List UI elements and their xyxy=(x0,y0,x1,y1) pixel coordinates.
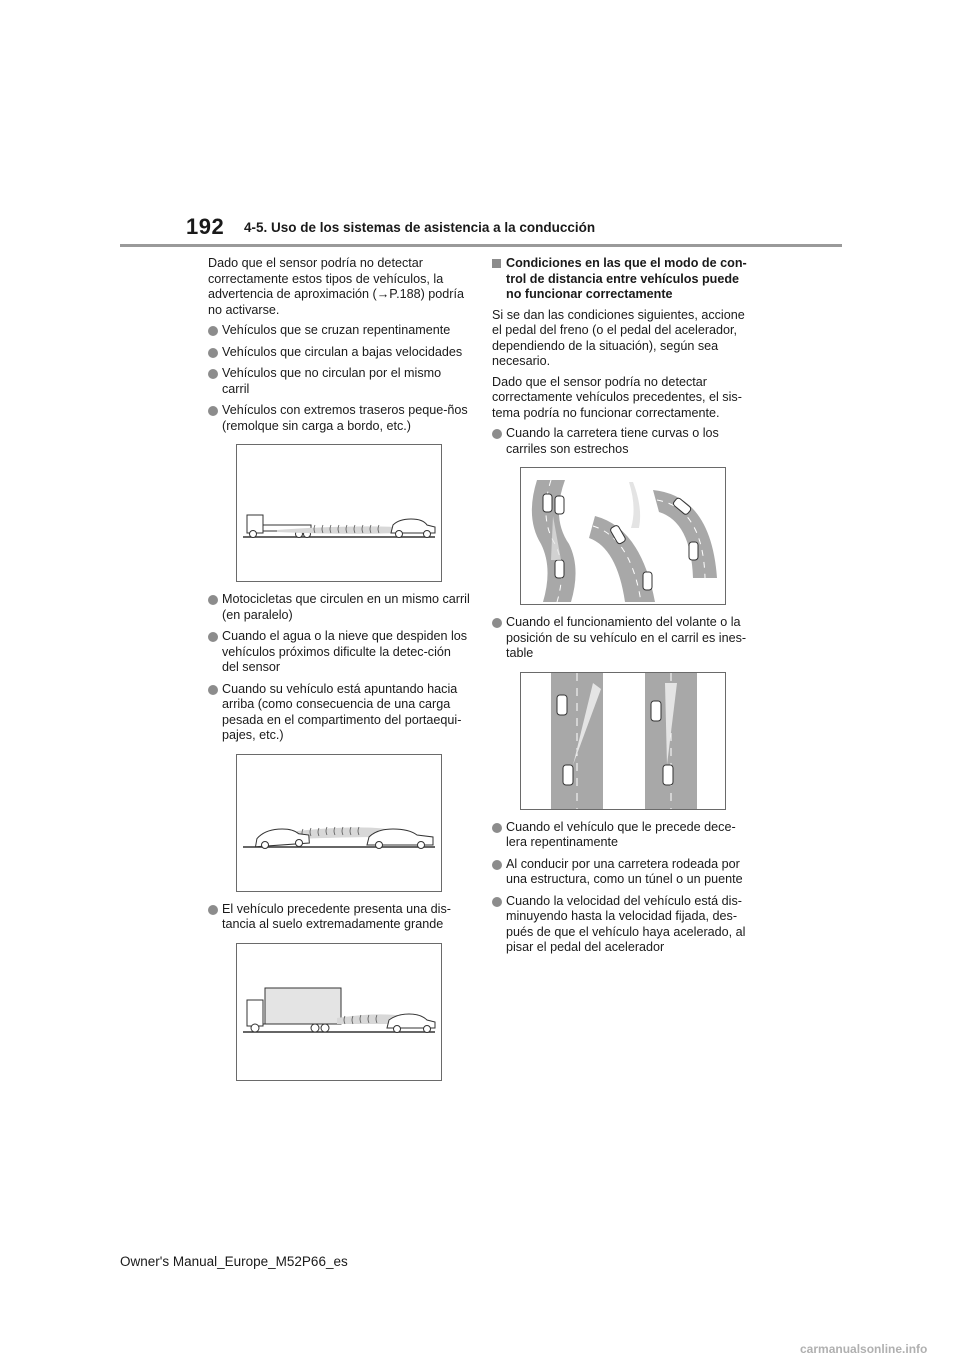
bullet-icon xyxy=(492,860,502,870)
bullet-icon xyxy=(208,632,218,642)
list-item: Cuando la velocidad del vehículo está dis-minuyendo hasta la velocidad fijada, des-pués de que el vehículo haya acelerado, al pisar el pedal del acelerador xyxy=(492,894,756,956)
list-item: Cuando el vehículo que le precede dece-lera repentinamente xyxy=(492,820,756,851)
bullet-icon xyxy=(208,326,218,336)
list-item: Cuando la carretera tiene curvas o los carriles son estrechos xyxy=(492,426,756,457)
list-item: Motocicletas que circulen en un mismo carril (en paralelo) xyxy=(208,592,470,623)
bullet-icon xyxy=(208,595,218,605)
list-item: Cuando el funcionamiento del volante o la posición de su vehículo en el carril es ines-table xyxy=(492,615,756,662)
header-divider xyxy=(120,244,842,247)
list-item: Vehículos que no circulan por el mismo carril xyxy=(208,366,470,397)
bullet-icon xyxy=(492,897,502,907)
right-column xyxy=(492,256,756,962)
bullet-icon xyxy=(208,685,218,695)
list-item: Vehículos con extremos traseros peque-ños (remolque sin carga a bordo, etc.) xyxy=(208,403,470,434)
bullet-icon xyxy=(492,823,502,833)
bullet-icon xyxy=(208,348,218,358)
paragraph: Si se dan las condiciones siguientes, accione el pedal del freno (o el pedal del acelerador, dependiendo de la situación), según sea necesario. xyxy=(492,307,745,368)
watermark-text: carmanualsonline.info xyxy=(800,1342,928,1356)
vehicle-pointing-up-illustration xyxy=(236,754,442,892)
bullet-icon xyxy=(208,905,218,915)
intro-paragraph: Dado que el sensor podría no detectar correctamente estos tipos de vehículos, la advertencia de aproximación (→P.188) podría no activarse. xyxy=(208,256,464,317)
truck-illustration xyxy=(236,943,442,1081)
left-column xyxy=(208,256,470,1091)
bullet-icon xyxy=(492,618,502,628)
list-item: Vehículos que se cruzan repentinamente xyxy=(208,323,470,339)
square-bullet-icon xyxy=(492,259,501,268)
unstable-steering-illustration xyxy=(520,672,726,810)
trailer-illustration xyxy=(236,444,442,582)
list-item: El vehículo precedente presenta una dis-tancia al suelo extremadamente grande xyxy=(208,902,470,933)
list-item: Al conducir por una carretera rodeada por una estructura, como un túnel o un puente xyxy=(492,857,756,888)
section-heading: Condiciones en las que el modo de con-trol de distancia entre vehículos puede no funcionar correctamente xyxy=(492,256,756,303)
list-item: Cuando el agua o la nieve que despiden los vehículos próximos dificulte la detec-ción del sensor xyxy=(208,629,470,676)
curved-road-illustration xyxy=(520,467,726,605)
list-item: Vehículos que circulan a bajas velocidades xyxy=(208,345,470,361)
paragraph: Dado que el sensor podría no detectar correctamente vehículos precedentes, el sis-tema podría no funcionar correctamente. xyxy=(492,374,742,420)
bullet-icon xyxy=(492,429,502,439)
list-item: Cuando su vehículo está apuntando hacia arriba (como consecuencia de una carga pesada en el compartimento del portaequi-pajes, etc.) xyxy=(208,682,470,744)
page-number: 192 xyxy=(186,214,225,239)
bullet-icon xyxy=(208,406,218,416)
section-title: 4-5. Uso de los sistemas de asistencia a la conducción xyxy=(244,220,596,235)
footer-manual-id: Owner's Manual_Europe_M52P66_es xyxy=(120,1254,348,1269)
bullet-icon xyxy=(208,369,218,379)
